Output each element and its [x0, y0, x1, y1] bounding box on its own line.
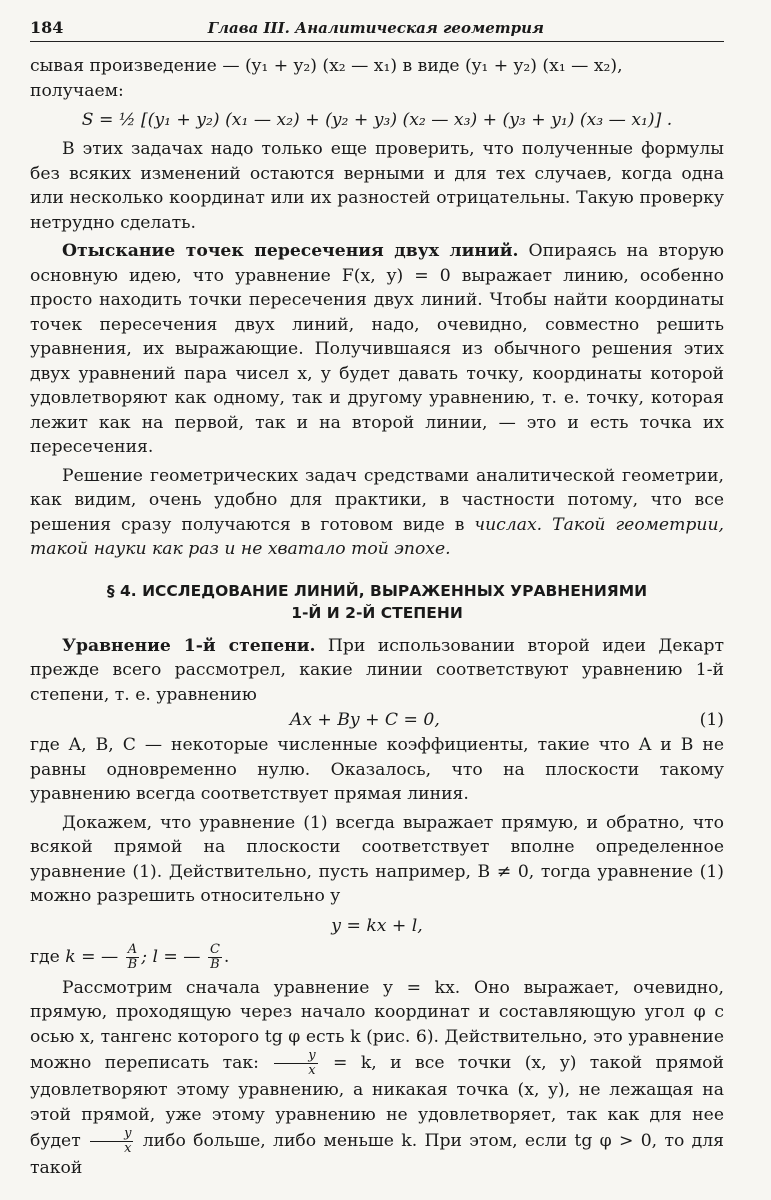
frac2-numerator: y	[90, 1127, 133, 1142]
l-numerator: C	[209, 941, 220, 957]
intersection-heading: Отыскание точек пересечения двух линий.	[62, 241, 519, 261]
first-degree-heading: Уравнение 1-й степени.	[62, 635, 316, 656]
text-line-1: сывая произведение — (y₁ + y₂) (x₂ — x₁) в виде (y₁ + y₂) (x₁ — x₂),	[30, 56, 623, 76]
solution-body: Решение геометрических задач средствами аналитической геометрии, как видим, очень удобно для практики, в частности потому, что все решения сразу получаются в готовом виде в	[30, 465, 724, 535]
consider-part-2: = k, и все точки (x, y) такой прямой удовлетворяют этому уравнению, а никакая точка (x, y), не лежащая на этой прямой, уже этому уравнению не удовлетворяет, так как для нее будет	[30, 1053, 724, 1151]
intersection-body: Опираясь на вторую основную идею, что уравнение F(x, y) = 0 выражает линию, особенно просто находить точки пересечения двух линий. Чтобы найти координаты точек пересечения двух линий, надо, очевидно, совместно решить уравнения, их выражающие. Получившаяся из обычного решения этих двух уравнений пара чисел x, y будет давать точку, координаты которой удовлетворяют как одному, так и другому уравнению, т. е. точку, которая лежит как на первой, так и на второй линии, — это и есть точка их пересечения.	[30, 241, 724, 457]
equation-1-row	[30, 707, 724, 733]
frac-numerator: y	[274, 1049, 317, 1064]
paragraph-where-k-l	[30, 943, 724, 972]
section-title-line-2: 1-Й И 2-Й СТЕПЕНИ	[291, 603, 463, 622]
book-page	[30, 18, 724, 1181]
solution-italic: числах. Такой геометрии, такой науки как раз и не хватало той эпохе.	[30, 514, 724, 559]
consider-part-3: либо больше, либо меньше k. При этом, если tg φ > 0, то для такой	[30, 1131, 724, 1178]
l-lhs: ; l = —	[141, 946, 201, 967]
k-numerator: A	[126, 943, 140, 958]
consider-part-1: Рассмотрим сначала уравнение y = kx. Оно выражает, очевидно, прямую, проходящую через начало координат и составляющую угол φ с осью x, тангенс которого tg φ есть k (рис. 6). Действительно, это уравнение можно переписать так:	[30, 977, 724, 1073]
first-degree-body: При использовании второй идеи Декарт прежде всего рассмотрел, какие линии соответствуют уравнению 1-й степени, т. е. уравнению	[30, 635, 724, 705]
k-fraction	[126, 943, 140, 972]
k-lhs: k = —	[65, 946, 119, 967]
equation-1-number: (1)	[699, 710, 724, 730]
paragraph-proof: Докажем, что уравнение (1) всегда выражает прямую, и обратно, что всякой прямой на плоскости соответствует вполне определенное уравнение (1). Действительно, пусть например, B ≠ 0, тогда уравнение (1) можно разрешить относительно y	[30, 812, 724, 906]
frac2-denominator: x	[124, 1141, 132, 1156]
section-heading	[30, 580, 724, 624]
y-over-x-fraction	[274, 1049, 317, 1078]
paragraph-consider	[30, 976, 724, 1181]
page-header	[30, 18, 724, 42]
paragraph-first-degree	[30, 634, 724, 708]
equation-1: Ax + By + C = 0,	[289, 710, 440, 730]
paragraph-solution	[30, 464, 724, 562]
paragraph-intersection	[30, 239, 724, 460]
page-number: 184	[30, 18, 64, 37]
y-over-x-fraction-2	[90, 1127, 133, 1156]
equation-slope-intercept: y = kx + l,	[331, 915, 423, 936]
l-denominator: B	[210, 956, 220, 972]
area-formula: S = ½ [(y₁ + y₂) (x₁ — x₂) + (y₂ + y₃) (x₂ — x₃) + (y₃ + y₁) (x₃ — x₁)] .	[81, 110, 673, 130]
paragraph-coefficients: где A, B, C — некоторые численные коэффициенты, такие что A и B не равны одновременно нулю. Оказалось, что на плоскости такому уравнению всегда соответствует прямая линия.	[30, 735, 724, 804]
running-title: Глава III. Аналитическая геометрия	[207, 19, 544, 37]
k-denominator: B	[127, 956, 138, 972]
frac-denominator: x	[308, 1063, 316, 1078]
where-prefix: где	[30, 946, 60, 967]
l-fraction	[208, 943, 222, 972]
text-line-2: получаем:	[30, 80, 124, 101]
paragraph-check: В этих задачах надо только еще проверить, что полученные формулы без всяких изменений остаются верными и для тех случаев, когда одна или несколько координат или их разностей отрицательны. Такую проверку нетрудно сделать.	[30, 139, 724, 233]
section-title-line-1: § 4. ИССЛЕДОВАНИЕ ЛИНИЙ, ВЫРАЖЕННЫХ УРАВНЕНИЯМИ	[106, 581, 648, 600]
where-end: .	[223, 946, 230, 967]
